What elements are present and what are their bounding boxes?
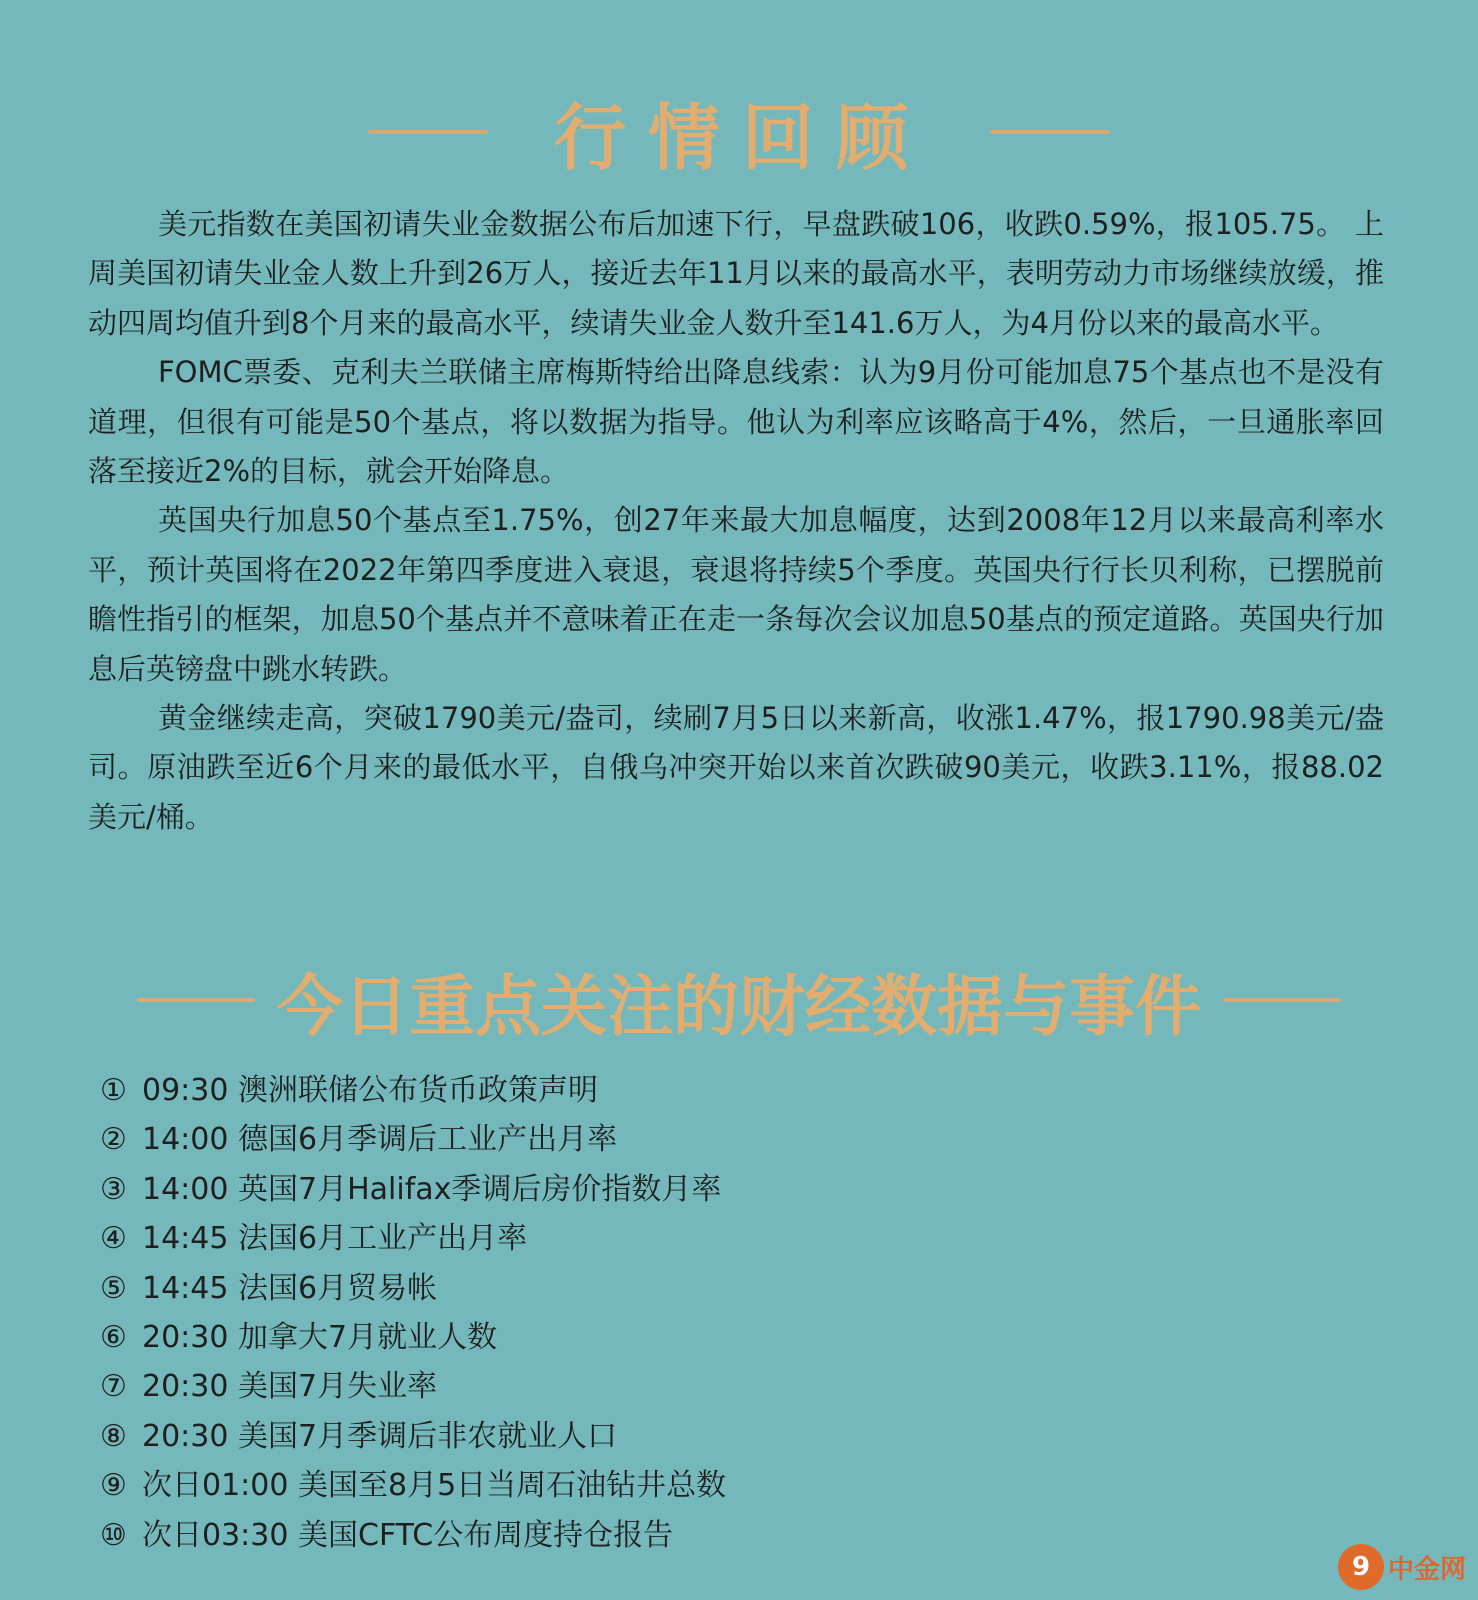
event-number: ⑨ xyxy=(100,1468,127,1504)
event-text: 14:00 英国7月Halifax季调后房价指数月率 xyxy=(142,1171,722,1207)
brand-logo-icon: 9 xyxy=(1338,1544,1384,1590)
event-list xyxy=(100,1066,726,1560)
event-number: ⑥ xyxy=(100,1320,127,1356)
event-number: ⑦ xyxy=(100,1369,127,1405)
list-item xyxy=(100,1412,726,1461)
right-decorative-line xyxy=(990,130,1110,134)
right-decorative-line xyxy=(1223,998,1341,1002)
review-paragraph-fomc: FOMC票委、克利夫兰联储主席梅斯特给出降息线索：认为9月份可能加息75个基点也不是没有道理，但很有可能是50个基点，将以数据为指导。他认为利率应该略高于4%，然后，一旦通胀率回落至接近2%的目标，就会开始降息。 xyxy=(88,355,1384,489)
list-item xyxy=(100,1214,726,1263)
event-text: 20:30 美国7月季调后非农就业人口 xyxy=(142,1418,618,1454)
event-text: 次日01:00 美国至8月5日当周石油钻井总数 xyxy=(142,1468,727,1504)
event-number: ⑤ xyxy=(100,1270,127,1306)
event-number: ④ xyxy=(100,1221,127,1257)
brand-watermark xyxy=(1338,1544,1466,1590)
list-item xyxy=(100,1362,726,1411)
event-text: 14:45 法国6月贸易帐 xyxy=(142,1270,438,1306)
left-decorative-line xyxy=(137,998,255,1002)
event-text: 14:00 德国6月季调后工业产出月率 xyxy=(142,1122,618,1158)
event-text: 09:30 澳洲联储公布货币政策声明 xyxy=(142,1073,598,1108)
focus-events-title: 今日重点关注的财经数据与事件 xyxy=(277,967,1201,1045)
event-number: ② xyxy=(100,1122,127,1158)
list-item xyxy=(100,1115,726,1164)
brand-name: 中金网 xyxy=(1387,1554,1466,1585)
event-number: ⑩ xyxy=(100,1517,127,1553)
market-review-header xyxy=(0,82,1478,182)
event-text: 14:45 法国6月工业产出月率 xyxy=(142,1221,528,1257)
list-item xyxy=(100,1461,726,1510)
review-paragraph-commodities: 黄金继续走高，突破1790美元/盎司，续刷7月5日以来新高，收涨1.47%，报1790.98美元/盎司。原油跌至近6个月来的最低水平，自俄乌冲突开始以来首次跌破90美元，收跌3.11%，报88.02美元/桶。 xyxy=(88,701,1384,834)
list-item xyxy=(100,1511,726,1560)
event-number: ③ xyxy=(100,1171,127,1207)
list-item xyxy=(100,1313,726,1362)
left-decorative-line xyxy=(368,130,488,134)
list-item xyxy=(100,1165,726,1214)
list-item xyxy=(100,1264,726,1313)
event-text: 20:30 加拿大7月就业人数 xyxy=(142,1320,498,1356)
event-text: 20:30 美国7月失业率 xyxy=(142,1369,438,1405)
focus-events-header xyxy=(0,955,1478,1045)
review-paragraph-boe: 英国央行加息50个基点至1.75%，创27年来最大加息幅度，达到2008年12月以来最高利率水平，预计英国将在2022年第四季度进入衰退，衰退将持续5个季度。英国央行行长贝利称，已摆脱前瞻性指引的框架，加息50个基点并不意味着正在走一条每次会议加息50基点的预定道路。英国央行加息后英镑盘中跳水转跌。 xyxy=(88,503,1384,686)
event-number: ① xyxy=(100,1073,127,1108)
list-item xyxy=(100,1066,726,1115)
market-review-body xyxy=(88,200,1384,842)
event-text: 次日03:30 美国CFTC公布周度持仓报告 xyxy=(142,1517,674,1553)
review-paragraph-usd: 美元指数在美国初请失业金数据公布后加速下行，早盘跌破106，收跌0.59%，报105.75。 上周美国初请失业金人数上升到26万人，接近去年11月以来的最高水平，表明劳动力市场继续放缓，推动四周均值升到8个月来的最高水平，续请失业金人数升至141.6万人，为4月份以来的最高水平。 xyxy=(88,207,1384,340)
market-review-title: 行情回顾 xyxy=(553,96,930,180)
event-number: ⑧ xyxy=(100,1418,127,1454)
